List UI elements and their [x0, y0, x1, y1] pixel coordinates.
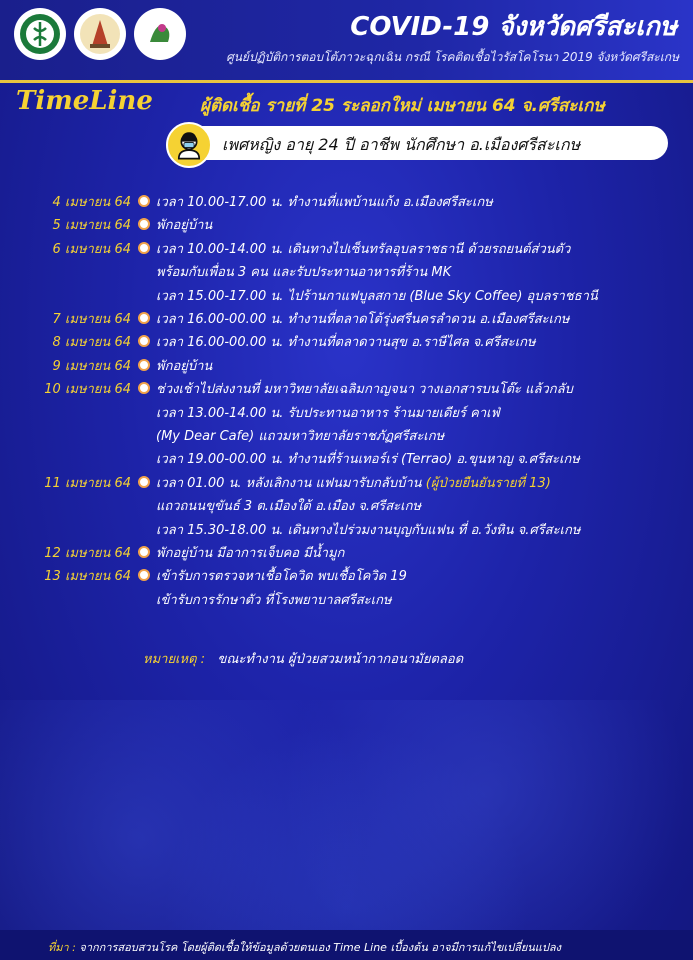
timeline-date: 6 เมษายน 64 [52, 241, 131, 257]
timeline-row [0, 494, 693, 516]
timeline-row [0, 588, 693, 610]
timeline-date: 8 เมษายน 64 [52, 335, 131, 351]
timeline-text [156, 191, 493, 212]
timeline-dot-icon [138, 546, 150, 558]
timeline-text [156, 472, 551, 493]
header-banner [0, 0, 693, 80]
footer-label: ที่มา : [48, 941, 76, 954]
timeline-text [156, 542, 344, 563]
timeline-text [156, 308, 569, 329]
timeline-text [156, 448, 580, 469]
timeline-text [156, 425, 444, 446]
timeline-row [0, 190, 693, 212]
provincial-seal-icon [74, 8, 126, 60]
timeline-text-main: เวลา 16.00-00.00 น. ทำงานที่ตลาดวานสุข อ.ราษีไศล จ.ศรีสะเกษ [156, 335, 536, 351]
timeline-row [0, 564, 693, 586]
timeline-text [156, 214, 212, 235]
note-label: หมายเหตุ : [143, 652, 206, 667]
timeline-text [156, 331, 536, 352]
timeline-date: 11 เมษายน 64 [44, 475, 131, 491]
footer-source [48, 938, 561, 956]
timeline-text-main: พักอยู่บ้าน มีอาการเจ็บคอ มีน้ำมูก [156, 546, 345, 561]
timeline-text-main: พร้อมกับเพื่อน 3 คน และรับประทานอาหารที่ร้าน MK [156, 265, 452, 281]
background-decoration [0, 700, 693, 930]
timeline-dot-icon [138, 335, 150, 347]
timeline-row [0, 213, 693, 235]
timeline-date: 9 เมษายน 64 [52, 358, 131, 374]
timeline-text [156, 402, 500, 423]
timeline-text-main: เวลา 01.00 น. หลังเลิกงาน แฟนมารับกลับบ้าน [156, 475, 422, 491]
timeline-dot-icon [138, 476, 150, 488]
timeline-text [156, 238, 570, 259]
timeline-date: 10 เมษายน 64 [44, 382, 131, 398]
timeline-text-main: เวลา 16.00-00.00 น. ทำงานที่ตลาดโต้รุ่งศรีนครลำดวน อ.เมืองศรีสะเกษ [156, 312, 570, 327]
timeline-dot-icon [138, 218, 150, 230]
timeline-text [156, 589, 392, 610]
timeline-text [156, 495, 421, 516]
timeline-text-main: เวลา 10.00-17.00 น. ทำงานที่แพบ้านแก้ง อ.เมืองศรีสะเกษ [156, 195, 493, 210]
timeline-dot-icon [138, 569, 150, 581]
timeline-row [0, 237, 693, 259]
patient-description: เพศหญิง อายุ 24 ปี อาชีพ นักศึกษา อ.เมืองศรีสะเกษ [222, 135, 581, 154]
page-title: COVID-19 จังหวัดศรีสะเกษ [350, 12, 677, 42]
provincial-emblem-icon [134, 8, 186, 60]
female-avatar-icon [166, 122, 212, 168]
timeline-text-main: ช่วงเช้าไปส่งงานที่ มหาวิทยาลัยเฉลิมกาญจนา วางเอกสารบนโต๊ะ แล้วกลับ [156, 382, 573, 398]
ministry-logo-icon [14, 8, 66, 60]
timeline-dot-icon [138, 382, 150, 394]
timeline-row [0, 284, 693, 306]
page-subtitle: ศูนย์ปฏิบัติการตอบโต้ภาวะฉุกเฉิน กรณี โรคติดเชื้อไวรัสโคโรนา 2019 จังหวัดศรีสะเกษ [226, 50, 679, 64]
timeline-dot-icon [138, 359, 150, 371]
timeline-row [0, 518, 693, 540]
timeline-row [0, 401, 693, 423]
timeline-text-main: เวลา 15.00-17.00 น. ไปร้านกาแฟบูลสกาย (Blue Sky Coffee) อุบลราชธานี [156, 288, 598, 304]
timeline-row [0, 424, 693, 446]
timeline-row [0, 541, 693, 563]
timeline-heading: TimeLine [16, 86, 153, 116]
timeline-text-main: เข้ารับการตรวจหาเชื้อโควิด พบเชื้อโควิด 19 [156, 569, 407, 585]
timeline-date: 5 เมษายน 64 [52, 218, 131, 234]
timeline-text-main: (My Dear Cafe) แถวมหาวิทยาลัยราชภัฏศรีสะเกษ [156, 429, 445, 444]
timeline-row [0, 377, 693, 399]
timeline-text [156, 261, 451, 282]
timeline-row [0, 307, 693, 329]
timeline-text [156, 565, 407, 586]
timeline-text-main: แถวถนนขุขันธ์ 3 ต.เมืองใต้ อ.เมือง จ.ศรีสะเกษ [156, 499, 422, 515]
timeline-text [156, 519, 580, 540]
timeline-text-main: เวลา 15.30-18.00 น. เดินทางไปร่วมงานบุญกับแฟน ที่ อ.วังหิน จ.ศรีสะเกษ [156, 522, 581, 538]
timeline-text-main: เวลา 19.00-00.00 น. ทำงานที่ร้านเทอร์เร่ (Terrao) อ.ขุนหาญ จ.ศรีสะเกษ [156, 452, 580, 468]
timeline-row [0, 471, 693, 493]
timeline-date: 13 เมษายน 64 [44, 569, 131, 585]
timeline-date: 12 เมษายน 64 [44, 546, 131, 561]
timeline-text-main: เวลา 10.00-14.00 น. เดินทางไปเซ็นทรัลอุบลราชธานี ด้วยรถยนต์ส่วนตัว [156, 241, 571, 257]
timeline-dot-icon [138, 312, 150, 324]
timeline-dot-icon [138, 242, 150, 254]
timeline-date: 4 เมษายน 64 [52, 195, 131, 210]
timeline-text [156, 378, 573, 399]
footer-bar [0, 930, 693, 960]
timeline-text-main: เข้ารับการรักษาตัว ที่โรงพยาบาลศรีสะเกษ [156, 592, 392, 608]
footer-text: จากการสอบสวนโรค โดยผู้ติดเชื้อให้ข้อมูลด้วยตนเอง Time Line เบื้องต้น อาจมีการแก้ไขเปลี่ยนแปลง [79, 941, 561, 954]
timeline-highlight: (ผู้ป่วยยืนยันรายที่ 13) [425, 475, 551, 491]
timeline-date: 7 เมษายน 64 [52, 312, 131, 327]
divider [0, 80, 693, 83]
case-title: ผู้ติดเชื้อ รายที่ 25 ระลอกใหม่ เมษายน 64 จ.ศรีสะเกษ [200, 96, 605, 116]
timeline-text [156, 285, 598, 306]
timeline-text [156, 355, 212, 376]
timeline-row [0, 260, 693, 282]
timeline-dot-icon [138, 195, 150, 207]
timeline-text-main: เวลา 13.00-14.00 น. รับประทานอาหาร ร้านมายเดียร์ คาเฟ่ [156, 405, 500, 421]
timeline-row [0, 330, 693, 352]
note-text: ขณะทำงาน ผู้ป่วยสวมหน้ากากอนามัยตลอด [217, 652, 464, 667]
timeline-text-main: พักอยู่บ้าน [156, 218, 213, 234]
note [143, 648, 463, 669]
timeline-text-main: พักอยู่บ้าน [156, 358, 213, 374]
timeline-row [0, 354, 693, 376]
patient-info-box [170, 126, 668, 160]
timeline-row [0, 447, 693, 469]
